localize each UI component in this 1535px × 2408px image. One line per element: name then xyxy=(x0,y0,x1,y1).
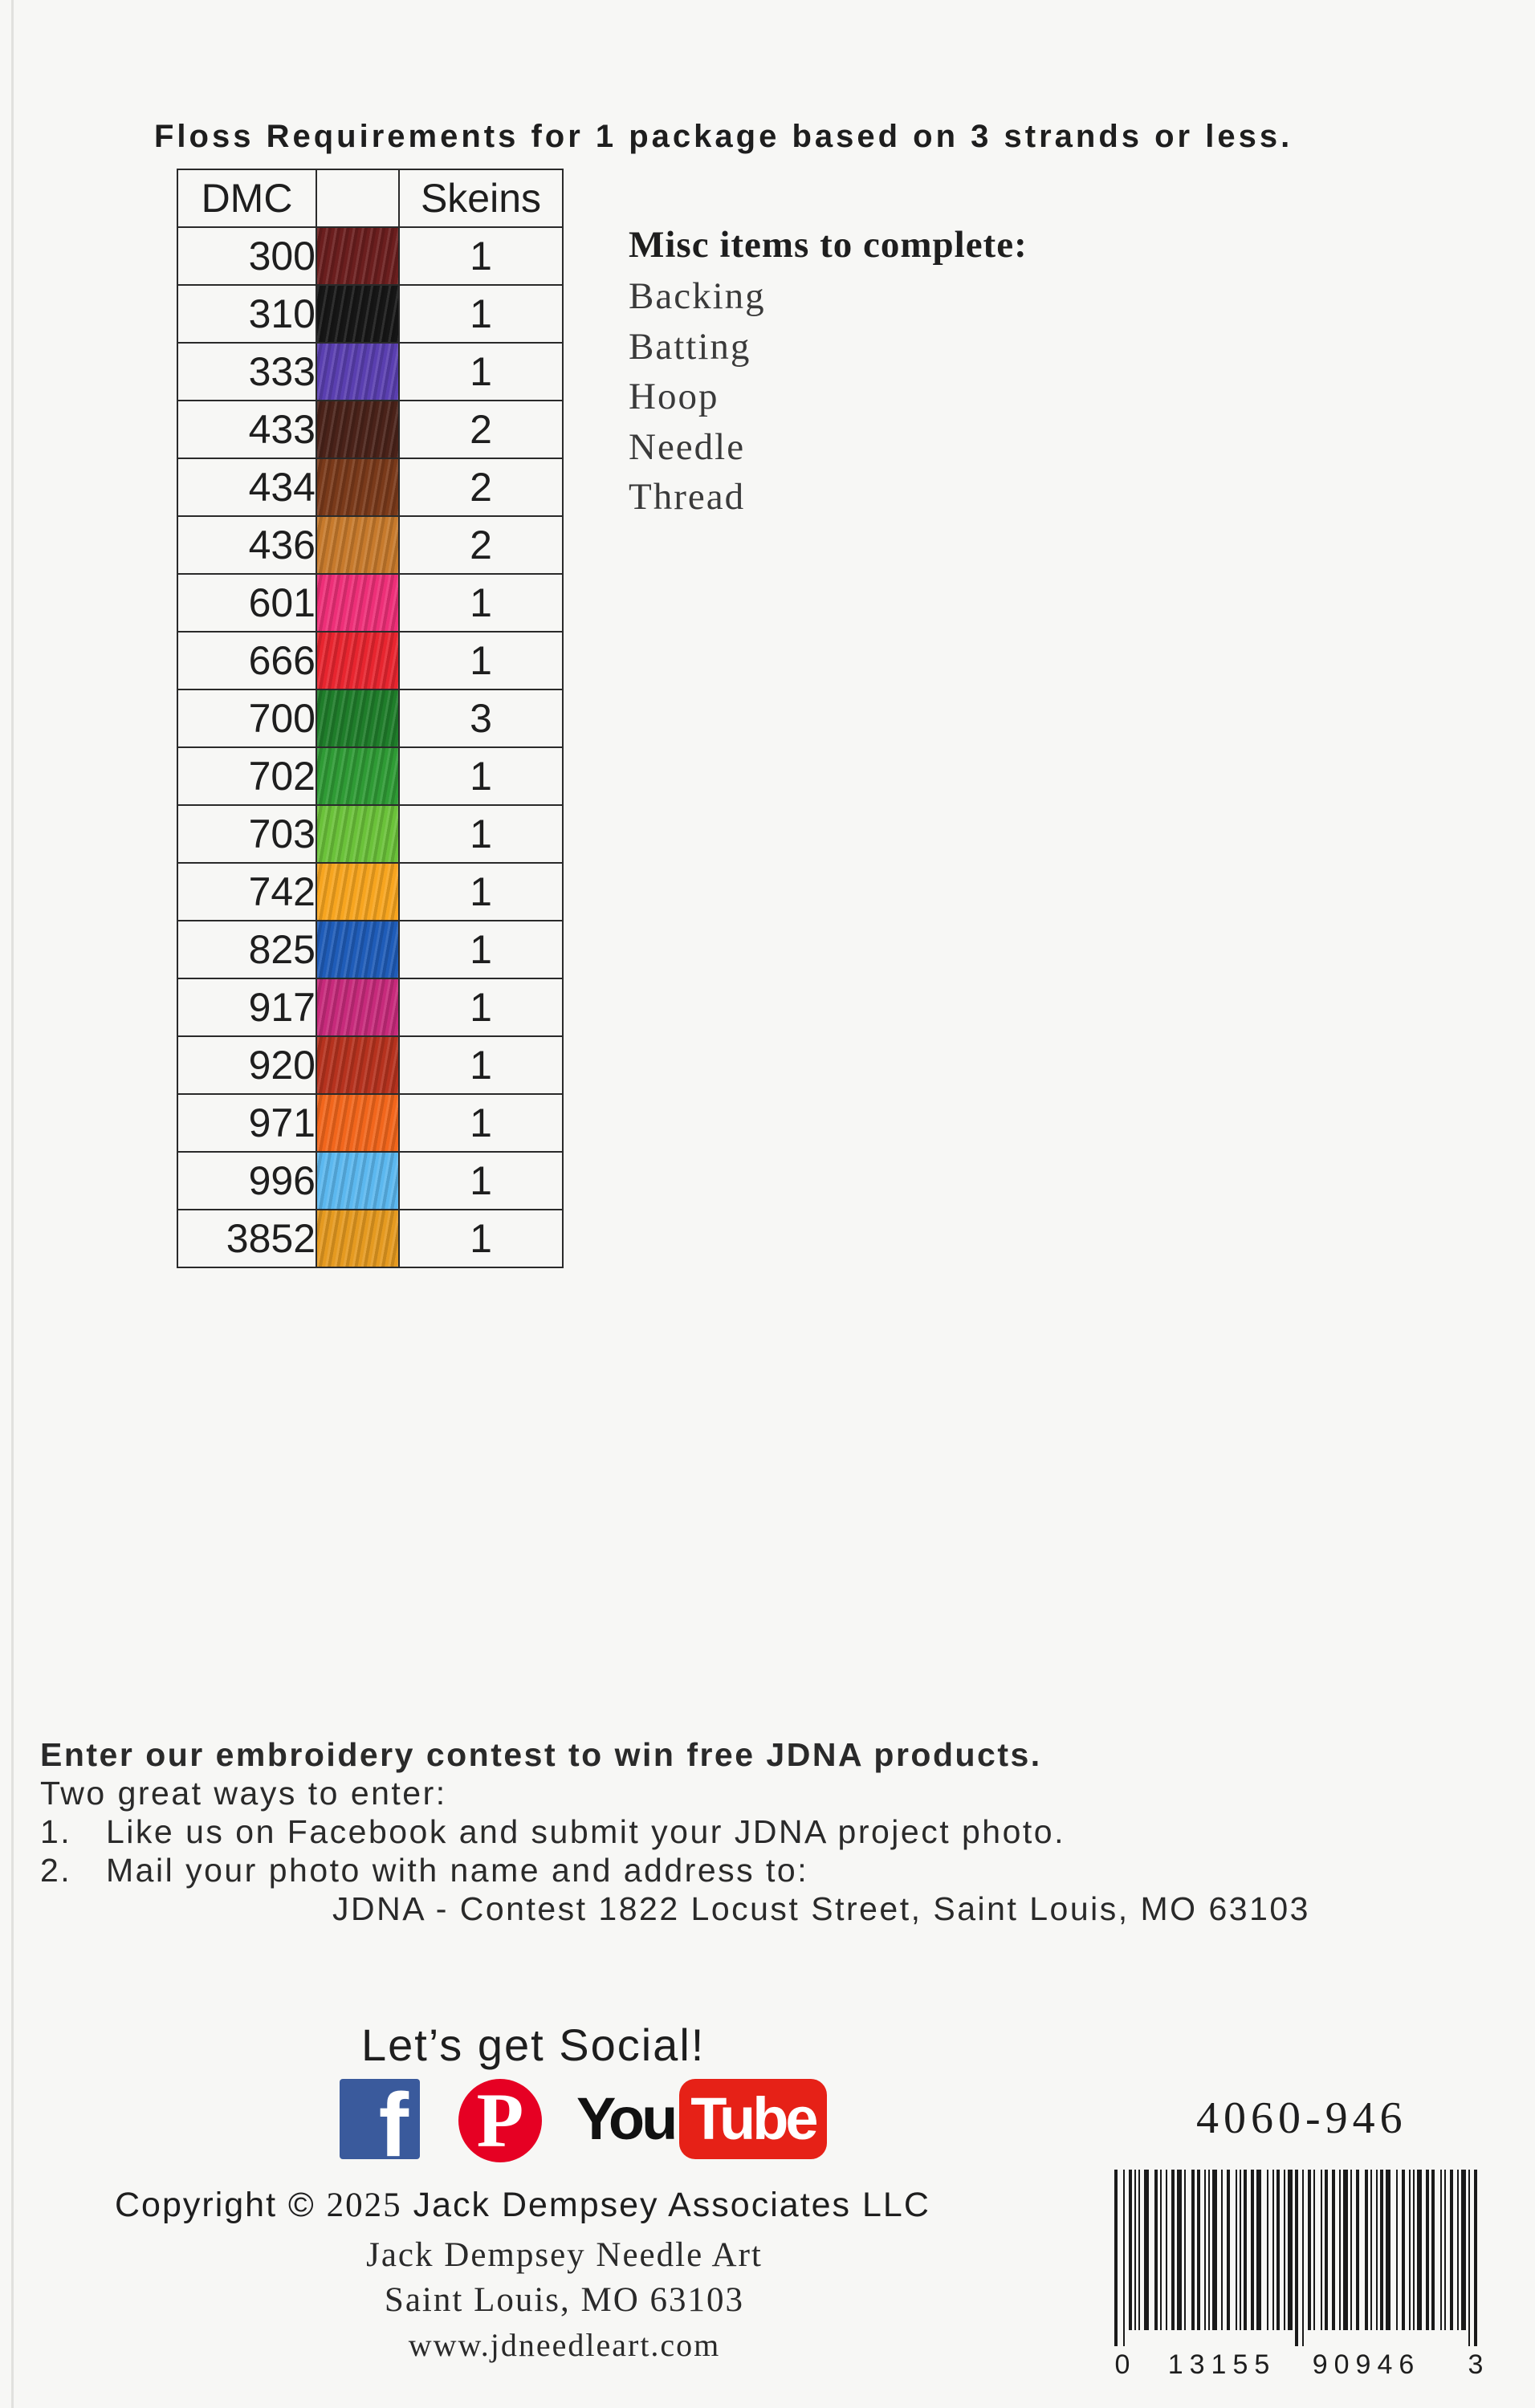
color-swatch-cell xyxy=(316,516,399,574)
skein-count: 1 xyxy=(399,1152,563,1210)
social-title: Let’s get Social! xyxy=(361,2020,706,2070)
item-number: 4060-946 xyxy=(1196,2093,1407,2143)
color-column-header xyxy=(316,169,399,227)
barcode-bar xyxy=(1129,2170,1132,2330)
barcode-bar xyxy=(1138,2170,1140,2330)
barcode-bar xyxy=(1144,2170,1149,2330)
barcode-bar xyxy=(1356,2170,1359,2330)
floss-row xyxy=(177,689,563,747)
color-swatch xyxy=(317,806,398,862)
barcode-bar xyxy=(1325,2170,1328,2330)
contest-step-text: Like us on Facebook and submit your JDNA project photo. xyxy=(106,1813,1065,1850)
youtube-you: You xyxy=(576,2085,675,2152)
copyright-line xyxy=(115,2186,930,2225)
color-swatch xyxy=(317,517,398,573)
color-swatch xyxy=(317,690,398,746)
floss-row xyxy=(177,978,563,1036)
dmc-number: 920 xyxy=(177,1036,316,1094)
barcode-bar xyxy=(1123,2170,1125,2346)
barcode-bar xyxy=(1251,2170,1254,2330)
floss-row xyxy=(177,343,563,401)
skein-count: 1 xyxy=(399,1210,563,1267)
youtube-tube: Tube xyxy=(679,2079,826,2159)
barcode-bar xyxy=(1114,2170,1118,2346)
color-swatch xyxy=(317,1210,398,1267)
contest-address: JDNA - Contest 1822 Locust Street, Saint Louis, MO 63103 xyxy=(332,1890,1310,1927)
barcode-right-digits: 90946 xyxy=(1312,2349,1421,2380)
facebook-icon[interactable] xyxy=(340,2079,420,2159)
dmc-number: 310 xyxy=(177,285,316,343)
barcode-bar xyxy=(1166,2170,1167,2330)
barcode-bar xyxy=(1227,2170,1230,2330)
barcode-bar xyxy=(1370,2170,1372,2330)
skein-count: 3 xyxy=(399,689,563,747)
barcode-bar xyxy=(1171,2170,1175,2330)
barcode-bar xyxy=(1244,2170,1247,2330)
dmc-number: 666 xyxy=(177,632,316,689)
barcode-lead-digit: 0 xyxy=(1114,2349,1130,2380)
floss-row xyxy=(177,747,563,805)
color-swatch xyxy=(317,228,398,284)
barcode-bar xyxy=(1440,2170,1442,2330)
misc-item: Needle xyxy=(629,425,746,468)
skein-count: 2 xyxy=(399,458,563,516)
barcode-bar xyxy=(1461,2170,1466,2330)
skein-count: 1 xyxy=(399,1094,563,1152)
misc-item: Batting xyxy=(629,325,751,368)
facebook-glyph: f xyxy=(378,2079,409,2159)
barcode-bar xyxy=(1256,2170,1261,2330)
barcode-bar xyxy=(1444,2170,1446,2330)
skein-count: 1 xyxy=(399,574,563,632)
contest-subtitle: Two great ways to enter: xyxy=(40,1775,447,1812)
barcode-bar xyxy=(1376,2170,1378,2330)
skein-count: 1 xyxy=(399,921,563,978)
barcode-bar xyxy=(1339,2170,1341,2330)
website-link[interactable]: www.jdneedleart.com xyxy=(408,2327,721,2363)
color-swatch xyxy=(317,401,398,458)
floss-row xyxy=(177,227,563,285)
dmc-number: 433 xyxy=(177,401,316,458)
barcode xyxy=(1110,2163,1487,2380)
misc-items-list xyxy=(629,271,1028,523)
skein-count: 1 xyxy=(399,978,563,1036)
color-swatch-cell xyxy=(316,401,399,458)
pinterest-glyph: P xyxy=(476,2077,524,2163)
barcode-bar xyxy=(1204,2170,1206,2330)
barcode-bar xyxy=(1308,2170,1311,2330)
barcode-bar xyxy=(1343,2170,1348,2330)
dmc-number: 825 xyxy=(177,921,316,978)
floss-row xyxy=(177,632,563,689)
barcode-bar xyxy=(1413,2170,1415,2330)
page-edge xyxy=(11,0,14,2408)
skein-count: 2 xyxy=(399,401,563,458)
color-swatch-cell xyxy=(316,978,399,1036)
copyright-year: 2025 xyxy=(326,2186,402,2224)
floss-row xyxy=(177,285,563,343)
misc-item: Thread xyxy=(629,476,746,518)
color-swatch-cell xyxy=(316,343,399,401)
barcode-bar xyxy=(1191,2170,1195,2330)
color-swatch-cell xyxy=(316,805,399,863)
barcode-bar xyxy=(1365,2170,1368,2330)
barcode-bar xyxy=(1212,2170,1217,2330)
barcode-left-digits: 13155 xyxy=(1167,2349,1276,2380)
floss-row xyxy=(177,805,563,863)
barcode-bar xyxy=(1457,2170,1459,2330)
dmc-number: 971 xyxy=(177,1094,316,1152)
barcode-bar xyxy=(1177,2170,1182,2330)
color-swatch-cell xyxy=(316,227,399,285)
youtube-icon[interactable] xyxy=(576,2079,827,2159)
color-swatch xyxy=(317,921,398,978)
barcode-bar xyxy=(1272,2170,1274,2330)
floss-row xyxy=(177,1152,563,1210)
color-swatch-cell xyxy=(316,1094,399,1152)
misc-items-panel xyxy=(629,223,1028,523)
color-swatch xyxy=(317,1037,398,1093)
color-swatch-cell xyxy=(316,1152,399,1210)
barcode-bar xyxy=(1302,2170,1304,2346)
skein-count: 1 xyxy=(399,863,563,921)
dmc-number: 917 xyxy=(177,978,316,1036)
barcode-bar xyxy=(1184,2170,1186,2330)
barcode-bar xyxy=(1221,2170,1223,2330)
color-swatch xyxy=(317,1095,398,1151)
barcode-bar xyxy=(1236,2170,1237,2330)
dmc-number: 700 xyxy=(177,689,316,747)
dmc-number: 996 xyxy=(177,1152,316,1210)
barcode-bar xyxy=(1426,2170,1429,2330)
color-swatch-cell xyxy=(316,1036,399,1094)
skein-count: 1 xyxy=(399,343,563,401)
floss-row xyxy=(177,1036,563,1094)
contest-step-text: Mail your photo with name and address to: xyxy=(106,1852,809,1889)
barcode-bar xyxy=(1321,2170,1322,2330)
floss-row xyxy=(177,921,563,978)
color-swatch-cell xyxy=(316,285,399,343)
floss-row xyxy=(177,863,563,921)
contest-step-number: 2. xyxy=(40,1852,72,1889)
skein-count: 2 xyxy=(399,516,563,574)
color-swatch-cell xyxy=(316,747,399,805)
barcode-bar xyxy=(1154,2170,1158,2330)
color-swatch-cell xyxy=(316,921,399,978)
floss-table xyxy=(177,169,564,1268)
dmc-number: 436 xyxy=(177,516,316,574)
color-swatch xyxy=(317,864,398,920)
dmc-number: 434 xyxy=(177,458,316,516)
barcode-bar xyxy=(1396,2170,1398,2330)
contest-step xyxy=(40,1812,1310,1851)
barcode-bar xyxy=(1134,2170,1136,2330)
copyright-company: Jack Dempsey Associates LLC xyxy=(413,2186,930,2224)
barcode-bar xyxy=(1474,2170,1477,2346)
skein-count: 1 xyxy=(399,227,563,285)
barcode-bar xyxy=(1380,2170,1383,2330)
color-swatch xyxy=(317,748,398,804)
company-address: Saint Louis, MO 63103 xyxy=(384,2281,745,2319)
dmc-number: 601 xyxy=(177,574,316,632)
pinterest-icon[interactable] xyxy=(458,2079,542,2162)
floss-row xyxy=(177,458,563,516)
color-swatch-cell xyxy=(316,458,399,516)
contest-step xyxy=(40,1851,1310,1889)
barcode-bar xyxy=(1431,2170,1435,2330)
company-name: Jack Dempsey Needle Art xyxy=(366,2236,763,2274)
barcode-bar xyxy=(1332,2170,1335,2330)
barcode-bar xyxy=(1208,2170,1210,2330)
barcode-bar xyxy=(1160,2170,1162,2330)
barcode-bar xyxy=(1267,2170,1268,2330)
barcode-bar xyxy=(1288,2170,1293,2330)
misc-items-title: Misc items to complete: xyxy=(629,224,1028,266)
color-swatch-cell xyxy=(316,689,399,747)
color-swatch xyxy=(317,1153,398,1209)
barcode-bar xyxy=(1417,2170,1422,2330)
barcode-bar xyxy=(1276,2170,1280,2330)
barcode-bar xyxy=(1197,2170,1200,2330)
copyright-prefix: Copyright © xyxy=(115,2186,316,2224)
barcode-bar xyxy=(1350,2170,1352,2330)
dmc-column-header: DMC xyxy=(177,169,316,227)
contest-step-number: 1. xyxy=(40,1813,72,1850)
barcode-bar xyxy=(1386,2170,1390,2330)
misc-item: Backing xyxy=(629,275,766,317)
floss-row xyxy=(177,1094,563,1152)
dmc-number: 702 xyxy=(177,747,316,805)
skein-count: 1 xyxy=(399,1036,563,1094)
color-swatch-cell xyxy=(316,632,399,689)
floss-row xyxy=(177,516,563,574)
barcode-bar xyxy=(1284,2170,1285,2330)
barcode-bar xyxy=(1409,2170,1411,2330)
dmc-number: 300 xyxy=(177,227,316,285)
dmc-number: 3852 xyxy=(177,1210,316,1267)
color-swatch-cell xyxy=(316,863,399,921)
floss-row xyxy=(177,574,563,632)
barcode-bars xyxy=(1114,2170,1477,2346)
contest-section xyxy=(40,1735,1310,1928)
color-swatch xyxy=(317,344,398,400)
color-swatch xyxy=(317,286,398,342)
barcode-bar xyxy=(1295,2170,1298,2346)
color-swatch xyxy=(317,979,398,1035)
color-swatch-cell xyxy=(316,574,399,632)
floss-row xyxy=(177,1210,563,1267)
skeins-column-header: Skeins xyxy=(399,169,563,227)
color-swatch xyxy=(317,459,398,515)
misc-item: Hoop xyxy=(629,376,719,417)
color-swatch-cell xyxy=(316,1210,399,1267)
skein-count: 1 xyxy=(399,632,563,689)
floss-header-row xyxy=(177,169,563,227)
dmc-number: 703 xyxy=(177,805,316,863)
floss-heading: Floss Requirements for 1 package based on 3 strands or less. xyxy=(154,119,1293,154)
color-swatch xyxy=(317,575,398,631)
barcode-bar xyxy=(1402,2170,1405,2330)
floss-row xyxy=(177,401,563,458)
barcode-bar xyxy=(1240,2170,1241,2330)
skein-count: 1 xyxy=(399,747,563,805)
barcode-check-digit: 3 xyxy=(1468,2349,1484,2380)
skein-count: 1 xyxy=(399,805,563,863)
barcode-bar xyxy=(1313,2170,1315,2330)
barcode-bar xyxy=(1450,2170,1453,2330)
dmc-number: 333 xyxy=(177,343,316,401)
contest-title: Enter our embroidery contest to win free JDNA products. xyxy=(40,1736,1042,1773)
dmc-number: 742 xyxy=(177,863,316,921)
barcode-bar xyxy=(1468,2170,1470,2346)
skein-count: 1 xyxy=(399,285,563,343)
color-swatch xyxy=(317,633,398,689)
